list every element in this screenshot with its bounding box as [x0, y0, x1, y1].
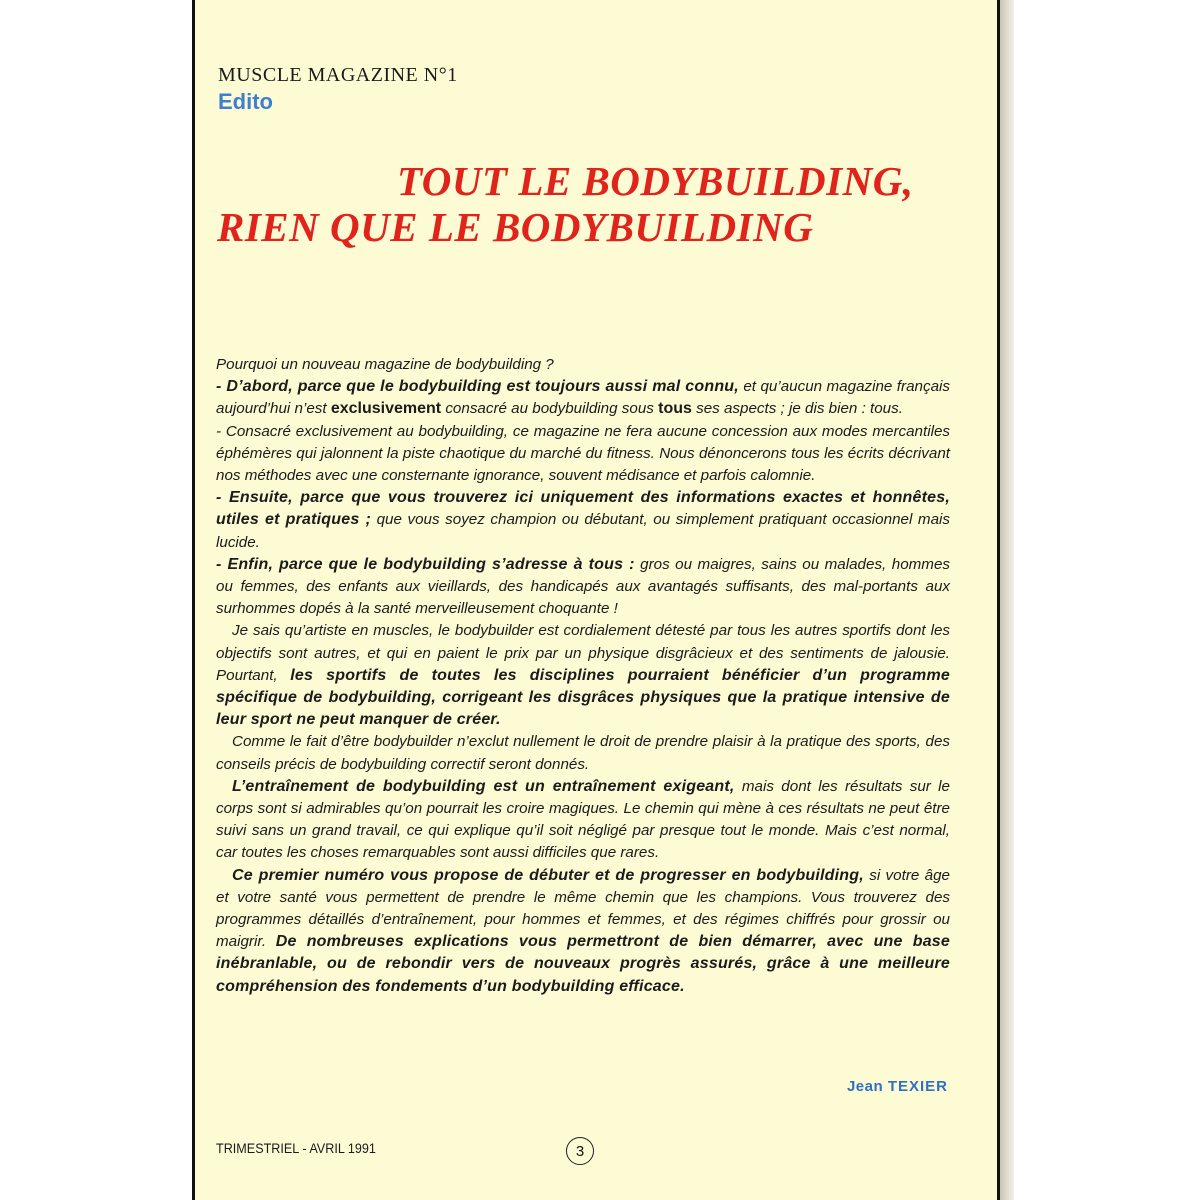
article-paragraph [216, 620, 950, 731]
paragraph-text: si votre âge et votre santé vous permettent de prendre le même chemin que les champions. Vous trouverez des programmes détaillés d’entraînement, pour hommes et femmes, et des régimes chiffrés pour grossir ou maigrir. [216, 866, 951, 951]
article-paragraph [216, 865, 950, 998]
paragraph-text: ses aspects ; je dis bien : tous. [691, 400, 903, 418]
article-paragraph [216, 354, 950, 376]
paragraph-text: que vous soyez champion ou débutant, ou simplement pratiquant occasionnel mais lucide. [216, 511, 950, 551]
emphasized-text: De nombreuses explications vous permettront de bien démarrer, avec une base inébranlable, ou de rebondir vers de nouveaux progrès assurés, grâce à une meilleure compréhension des fondements d’un bodybuilding efficace. [216, 933, 950, 995]
article-paragraph [216, 487, 950, 554]
paragraph-text: et qu’aucun magazine français aujourd’hui n’est [216, 378, 950, 418]
author-signature [847, 1078, 948, 1095]
paragraph-text: consacré au bodybuilding sous [441, 400, 659, 418]
article-paragraph [216, 554, 950, 621]
section-label: Edito [218, 89, 273, 114]
emphasized-text: tous [658, 400, 692, 418]
headline [210, 158, 970, 250]
paragraph-text: mais dont les résultats sur le corps sont si admirables qu’on pourrait les croire magiques. Le chemin qui mène à ces résultats ne peut être suivi sans un grand travail, ce qui explique qu’il soit négligé par presque tout le monde. Mais c’est normal, car toutes les choses remarquables sont aussi difficiles que rares. [216, 777, 950, 862]
article-paragraph [216, 731, 950, 775]
page-number: 3 [566, 1137, 594, 1165]
paragraph-text: Comme le fait d’être bodybuilder n’exclut nullement le droit de prendre plaisir à la pratique des sports, des conseils précis de bodybuilding correctif seront donnés. [216, 733, 950, 773]
article-paragraph [216, 376, 950, 420]
headline-line-2: RIEN QUE LE BODYBUILDING [217, 204, 814, 250]
paragraph-text: gros ou maigres, sains ou malades, hommes ou femmes, des enfants aux vieillards, des handicapés aux avantagés suffisants, des mal-portants aux surhommes dopés à la santé merveilleusement choquante ! [216, 555, 950, 618]
article-body [216, 354, 950, 998]
paragraph-text: Je sais qu’artiste en muscles, le bodybuilder est cordialement détesté par tous les autres sportifs dont les objectifs sont autres, et qui en paient le prix par un physique disgrâcieux et des sentiments de jalousie. Pourtant, [216, 622, 950, 684]
emphasized-text: exclusivement [330, 400, 442, 418]
article-paragraph [216, 776, 950, 865]
emphasized-text: les sportifs de toutes les disciplines pourraient bénéficier d’un programme spécifique de bodybuilding, corrigeant les disgrâces physiques que la pratique intensive de leur sport ne peut manquer de créer. [216, 666, 950, 729]
author-last-name: TEXIER [887, 1078, 948, 1095]
paragraph-text: Pourquoi un nouveau magazine de bodybuilding ? [216, 356, 554, 373]
magazine-title: MUSCLE MAGAZINE N°1 [218, 64, 458, 86]
page-edge-shadow [1000, 0, 1014, 1200]
author-first-name: Jean [846, 1078, 884, 1095]
headline-line-1: TOUT LE BODYBUILDING, [397, 158, 914, 204]
paragraph-text: - Consacré exclusivement au bodybuilding, ce magazine ne fera aucune concession aux modes mercantiles éphémères qui jalonnent la piste chaotique du marché du fitness. Nous dénoncerons tous les écrits décrivant nos méthodes avec une consternante ignorance, souvent médisance et parfois calomnie. [216, 422, 950, 485]
emphasized-text: L’entraînement de bodybuilding est un entraînement exigeant, [232, 777, 735, 795]
emphasized-text: Ce premier numéro vous propose de débuter et de progresser en bodybuilding, [232, 866, 864, 884]
emphasized-text: - Ensuite, parce que vous trouverez ici uniquement des informations exactes et honnêtes, utiles et pratiques ; [216, 489, 950, 529]
article-paragraph [216, 421, 950, 488]
emphasized-text: - D’abord, parce que le bodybuilding est toujours aussi mal connu, [216, 378, 739, 396]
emphasized-text: - Enfin, parce que le bodybuilding s’adresse à tous : [216, 555, 635, 573]
issue-info: TRIMESTRIEL - AVRIL 1991 [216, 1140, 376, 1156]
